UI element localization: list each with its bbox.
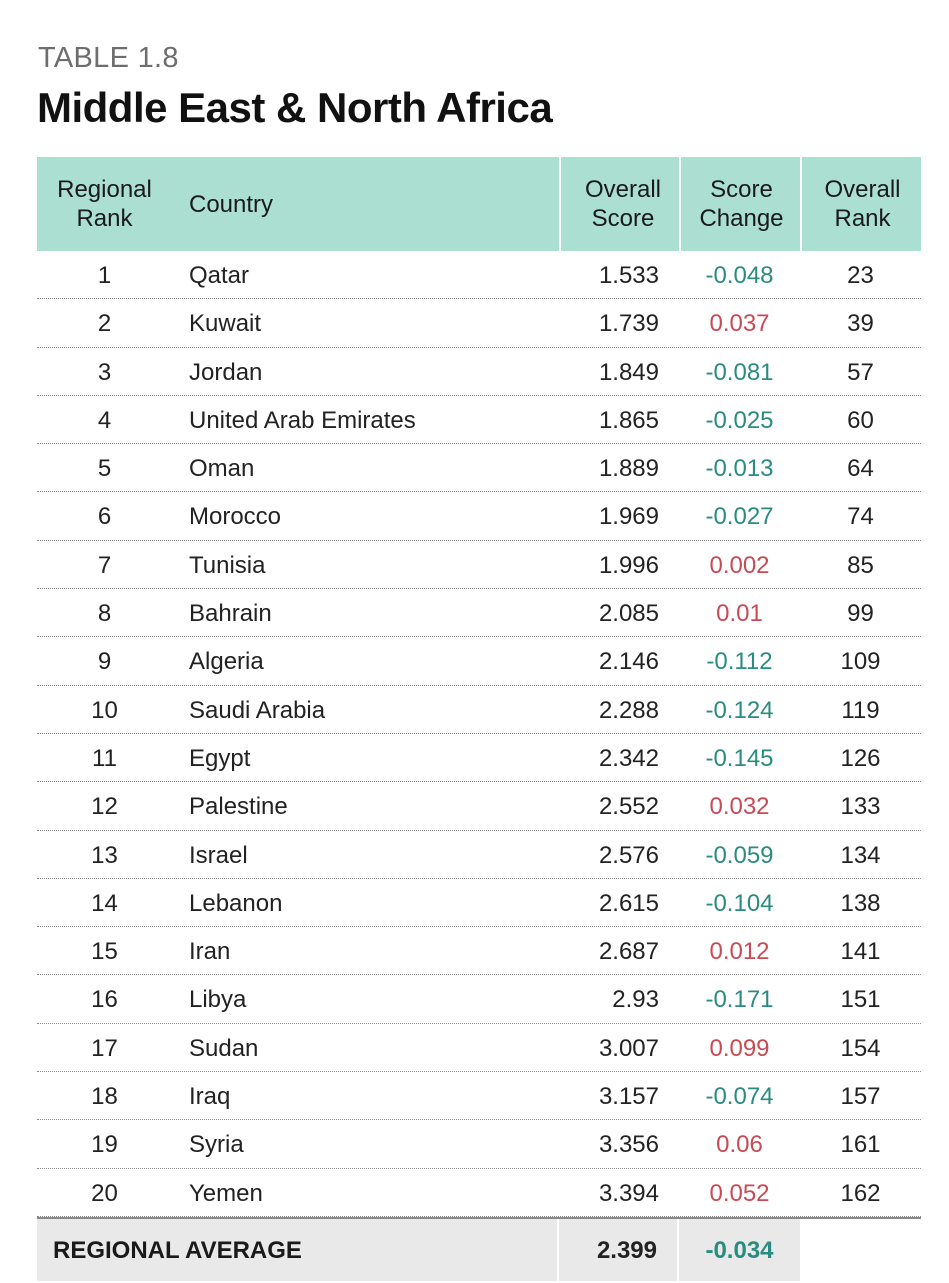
- regional-rank-cell: 3: [97, 358, 112, 386]
- table-row: [37, 1072, 921, 1120]
- overall-score-cell: 2.687: [598, 938, 659, 966]
- country-cell: Palestine: [189, 793, 288, 821]
- overall-rank-cell: 99: [847, 600, 874, 628]
- table-row: [37, 686, 921, 734]
- country-cell: Tunisia: [189, 551, 266, 579]
- overall-rank-cell: 154: [840, 1034, 881, 1062]
- overall-score-cell: 1.849: [598, 358, 659, 386]
- overall-rank-cell: 57: [847, 358, 874, 386]
- table-row: [37, 975, 921, 1023]
- overall-score-cell: 3.157: [598, 1083, 659, 1111]
- table-row: [37, 541, 921, 589]
- overall-score-cell: 1.969: [598, 503, 659, 531]
- country-cell: Israel: [189, 841, 248, 869]
- score-change-cell: -0.013: [705, 455, 774, 483]
- column-header-overall-score: Overall Score: [559, 157, 679, 251]
- regional-rank-cell: 4: [97, 406, 112, 434]
- table-row: [37, 831, 921, 879]
- table-label: TABLE 1.8: [38, 42, 179, 74]
- regional-rank-cell: 11: [92, 744, 117, 772]
- table-row: [37, 637, 921, 685]
- regional-rank-cell: 18: [91, 1083, 118, 1111]
- overall-score-cell: 2.93: [612, 986, 659, 1014]
- country-cell: Oman: [189, 455, 255, 483]
- page-title: Middle East & North Africa: [37, 84, 553, 131]
- country-cell: Iraq: [189, 1083, 231, 1111]
- column-header-overall-rank: Overall Rank: [800, 157, 923, 251]
- overall-score-cell: 1.533: [598, 262, 659, 289]
- regional-rank-cell: 19: [91, 1131, 118, 1159]
- table-row: [37, 251, 921, 299]
- table-row: [37, 1169, 921, 1217]
- country-cell: Yemen: [189, 1179, 263, 1207]
- regional-rank-cell: 1: [97, 262, 112, 289]
- overall-score-cell: 3.356: [598, 1131, 659, 1159]
- country-cell: United Arab Emirates: [189, 406, 416, 434]
- overall-rank-cell: 74: [847, 503, 874, 531]
- regional-average-row: [37, 1217, 921, 1281]
- country-cell: Libya: [189, 986, 247, 1014]
- overall-score-cell: 3.007: [598, 1034, 659, 1062]
- regional-rank-cell: 9: [97, 648, 112, 676]
- overall-rank-cell: 138: [840, 889, 881, 917]
- table-row: [37, 879, 921, 927]
- column-header-score-change: Score Change: [679, 157, 802, 251]
- score-change-cell: 0.002: [709, 551, 770, 579]
- regional-rank-cell: 17: [91, 1034, 118, 1062]
- overall-score-cell: 2.085: [598, 600, 659, 628]
- table-row: [37, 782, 921, 830]
- score-change-cell: 0.01: [716, 600, 763, 628]
- regional-rank-cell: 5: [97, 455, 112, 483]
- overall-score-cell: 2.576: [598, 841, 659, 869]
- overall-rank-cell: 161: [840, 1131, 881, 1159]
- overall-score-cell: 2.342: [598, 744, 659, 772]
- regional-rank-cell: 8: [97, 600, 112, 628]
- score-change-cell: 0.037: [709, 310, 770, 338]
- column-header-regional-rank: Regional Rank: [57, 176, 152, 232]
- country-cell: Morocco: [189, 503, 282, 531]
- regional-rank-cell: 6: [97, 503, 112, 531]
- country-cell: Saudi Arabia: [189, 696, 326, 724]
- overall-rank-cell: 157: [840, 1083, 881, 1111]
- overall-rank-cell: 85: [847, 551, 874, 579]
- regional-rank-cell: 14: [91, 889, 118, 917]
- overall-score-cell: 2.146: [598, 648, 659, 676]
- regional-rank-cell: 7: [97, 551, 112, 579]
- overall-rank-cell: 162: [840, 1179, 881, 1207]
- overall-score-cell: 2.288: [598, 696, 659, 724]
- overall-rank-cell: 151: [840, 986, 881, 1014]
- score-change-cell: -0.059: [705, 841, 774, 869]
- table-row: [37, 1120, 921, 1168]
- country-cell: Egypt: [189, 744, 251, 772]
- overall-score-cell: 1.996: [598, 551, 659, 579]
- table-body: [37, 251, 921, 1217]
- score-change-cell: 0.099: [709, 1034, 770, 1062]
- overall-rank-cell: 23: [847, 262, 874, 289]
- country-cell: Bahrain: [189, 600, 272, 628]
- table-header: [37, 157, 921, 251]
- overall-rank-cell: 109: [840, 648, 881, 676]
- table-row: [37, 927, 921, 975]
- column-header-country: Country: [189, 190, 274, 218]
- regional-rank-cell: 20: [91, 1179, 118, 1207]
- ranking-table: [37, 157, 921, 1281]
- overall-score-cell: 1.865: [598, 406, 659, 434]
- regional-rank-cell: 15: [91, 938, 118, 966]
- country-cell: Syria: [189, 1131, 244, 1159]
- score-change-cell: -0.025: [705, 406, 774, 434]
- score-change-cell: 0.012: [709, 938, 770, 966]
- score-change-cell: 0.032: [709, 793, 770, 821]
- regional-rank-cell: 13: [91, 841, 118, 869]
- score-change-cell: 0.06: [716, 1131, 763, 1159]
- table-row: [37, 492, 921, 540]
- score-change-cell: -0.027: [705, 503, 774, 531]
- score-change-cell: 0.052: [709, 1179, 770, 1207]
- score-change-cell: -0.074: [705, 1083, 774, 1111]
- country-cell: Sudan: [189, 1034, 259, 1062]
- score-change-cell: -0.104: [705, 889, 774, 917]
- overall-rank-cell: 119: [841, 696, 880, 724]
- score-change-cell: -0.081: [705, 358, 774, 386]
- overall-rank-cell: 64: [847, 455, 874, 483]
- table-row: [37, 348, 921, 396]
- overall-score-cell: 1.889: [598, 455, 659, 483]
- regional-rank-cell: 2: [97, 310, 112, 338]
- regional-rank-cell: 16: [91, 986, 118, 1014]
- overall-rank-cell: 39: [847, 310, 874, 338]
- score-change-cell: -0.124: [705, 696, 774, 724]
- average-label: REGIONAL AVERAGE: [37, 1219, 557, 1281]
- overall-score-cell: 1.739: [598, 310, 659, 338]
- overall-rank-cell: 134: [840, 841, 881, 869]
- table-row: [37, 299, 921, 347]
- score-change-cell: -0.171: [705, 986, 774, 1014]
- score-change-cell: -0.145: [705, 744, 774, 772]
- overall-score-cell: 2.615: [598, 889, 659, 917]
- overall-rank-cell: 126: [840, 744, 881, 772]
- overall-rank-cell: 60: [847, 406, 874, 434]
- overall-rank-cell: 133: [840, 793, 881, 821]
- table-row: [37, 589, 921, 637]
- average-score: 2.399: [559, 1219, 677, 1281]
- country-cell: Jordan: [189, 358, 263, 386]
- overall-score-cell: 3.394: [598, 1179, 659, 1207]
- country-cell: Qatar: [189, 262, 250, 289]
- country-cell: Iran: [189, 938, 231, 966]
- overall-rank-cell: 141: [840, 938, 881, 966]
- country-cell: Lebanon: [189, 889, 283, 917]
- table-row: [37, 734, 921, 782]
- country-cell: Kuwait: [189, 310, 262, 338]
- score-change-cell: -0.112: [706, 648, 773, 676]
- score-change-cell: -0.048: [705, 262, 774, 289]
- table-row: [37, 1024, 921, 1072]
- table-row: [37, 396, 921, 444]
- table-row: [37, 444, 921, 492]
- regional-rank-cell: 12: [91, 793, 118, 821]
- country-cell: Algeria: [189, 648, 264, 676]
- average-change: -0.034: [679, 1219, 800, 1281]
- regional-rank-cell: 10: [91, 696, 118, 724]
- overall-score-cell: 2.552: [598, 793, 659, 821]
